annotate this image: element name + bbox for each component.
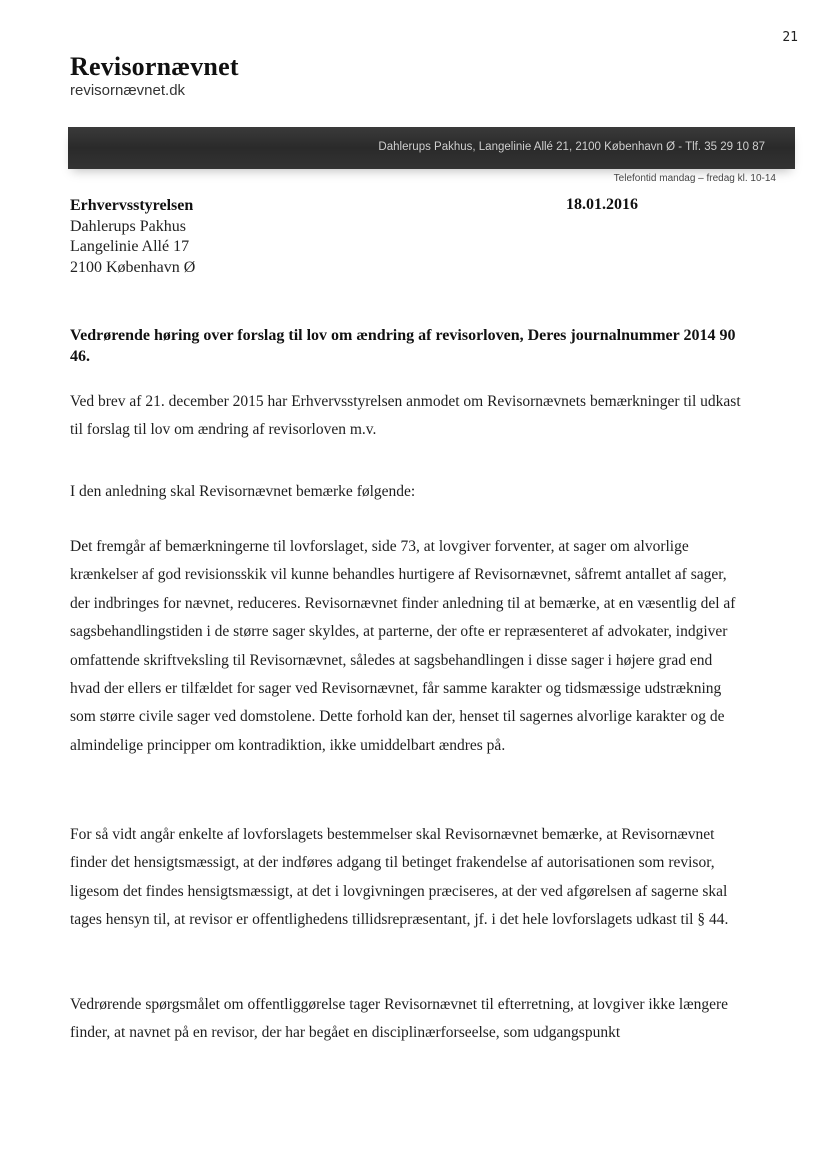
- phone-hours: Telefontid mandag – fredag kl. 10-14: [613, 173, 776, 184]
- letter-subject: Vedrørende høring over forslag til lov om ændring af revisorloven, Deres journalnummer 2014 90 46.: [70, 327, 736, 365]
- organization-website: revisornævnet.dk: [70, 82, 186, 99]
- body-paragraph: Vedrørende spørgsmålet om offentliggørelse tager Revisornævnet til efterretning, at lovgiver ikke længere finder, at navnet på en revisor, der har begået en disciplinærforseelse, som udgangspunkt: [70, 996, 728, 1042]
- organization-name: Revisornævnet: [70, 52, 239, 81]
- banner-address: Dahlerups Pakhus, Langelinie Allé 21, 2100 København Ø - Tlf. 35 29 10 87: [378, 141, 765, 153]
- body-paragraph: Det fremgår af bemærkningerne til lovforslaget, side 73, at lovgiver forventer, at sager om alvorlige krænkelser af god revisionsskik vil kunne behandles hurtigere af Revisornævnet, såfremt antallet af sager, der indbringes for nævnet, reduceres. Revisornævnet finder anledning til at bemærke, at en væsentlig del af sagsbehandlingstiden i de større sager skyldes, at parterne, der ofte er repræsenteret af advokater, indgiver omfattende skriftveksling til Revisornævnet, således at sagsbehandlingen i disse sager i højere grad end hvad der ellers er tilfældet for sager ved Revisornævnet, får samme karakter og tidsmæssige udstrækning som større civile sager ved domstolene. Dette forhold kan der, henset til sagernes alvorlige karakter og de almindelige principper om kontradiktion, ikke umiddelbart ændres på.: [70, 538, 736, 754]
- recipient-org: Erhvervsstyrelsen: [70, 197, 194, 214]
- body-paragraph: For så vidt angår enkelte af lovforslagets bestemmelser skal Revisornævnet bemærke, at Revisornævnet finder det hensigtsmæssigt, at der indføres adgang til betinget frakendelse af autorisationen som revisor, ligesom det findes hensigtsmæssigt, at det i lovgivningen præciseres, at der ved afgørelsen af sagerne skal tages hensyn til, at revisor er offentlighedens tillidsrepræsentant, jf. i det hele lovforslagets udkast til § 44.: [70, 826, 729, 929]
- body-paragraph: Ved brev af 21. december 2015 har Erhvervsstyrelsen anmodet om Revisornævnets bemærkninger til udkast til forslag til lov om ændring af revisorloven m.v.: [70, 393, 741, 439]
- letterhead-banner: [68, 127, 795, 169]
- recipient-line: Dahlerups Pakhus: [70, 217, 186, 235]
- body-paragraph: I den anledning skal Revisornævnet bemærke følgende:: [70, 483, 416, 500]
- letterhead: [70, 52, 239, 100]
- recipient-line: 2100 København Ø: [70, 258, 196, 276]
- recipient-address: [70, 196, 195, 278]
- recipient-line: Langelinie Allé 17: [70, 238, 190, 255]
- letter-date: 18.01.2016: [566, 196, 638, 213]
- page-number: 21: [782, 30, 798, 45]
